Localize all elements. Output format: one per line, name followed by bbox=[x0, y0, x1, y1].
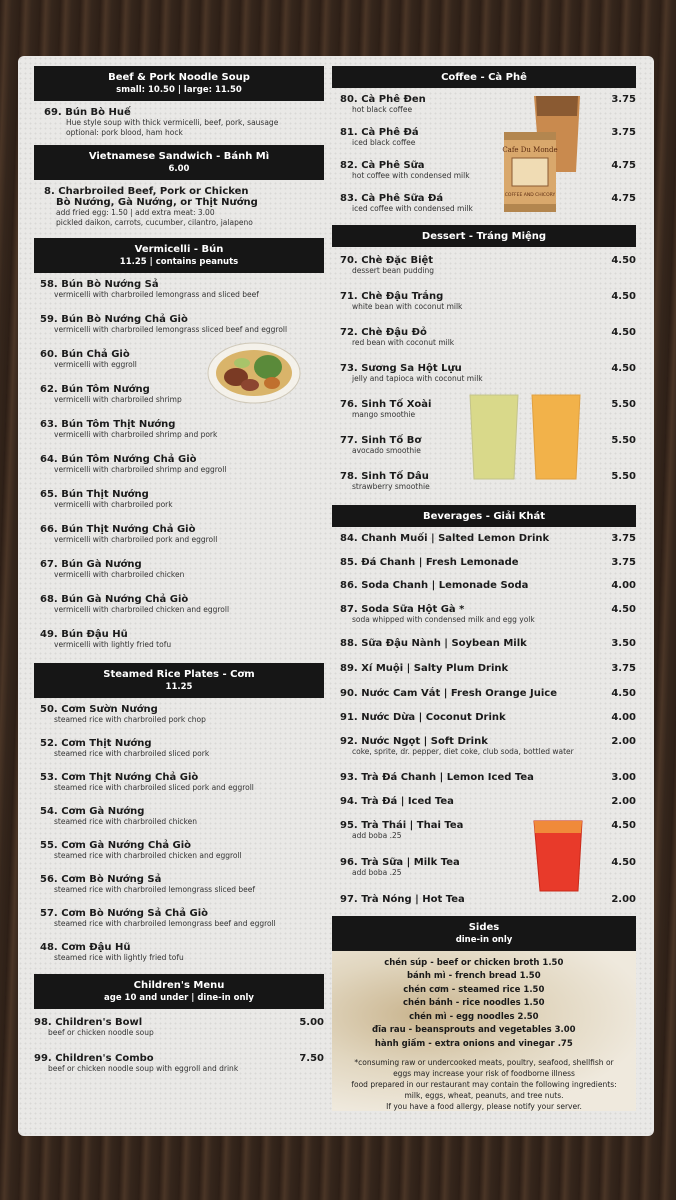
menu-item bbox=[340, 327, 636, 363]
item-description: iced coffee with condensed milk bbox=[352, 204, 473, 213]
item-description: avocado smoothie bbox=[352, 446, 421, 455]
rice-list bbox=[34, 698, 324, 972]
item-description: soda whipped with condensed milk and egg yolk bbox=[352, 614, 535, 624]
menu-item bbox=[34, 524, 324, 559]
item-description: add boba .25 bbox=[352, 830, 402, 840]
item-name: 95. Trà Thái | Thai Tea bbox=[340, 819, 464, 831]
item-name: 8. Charbroiled Beef, Pork or Chicken bbox=[44, 186, 249, 197]
item-name: 60. Bún Chả Giò bbox=[40, 349, 130, 360]
item-description: steamed rice with charbroiled pork chop bbox=[54, 715, 206, 724]
item-name: 56. Cơm Bò Nướng Sả bbox=[40, 874, 162, 885]
item-name: 63. Bún Tôm Thịt Nướng bbox=[40, 419, 176, 430]
vermicelli-list bbox=[34, 273, 324, 659]
beverages-list bbox=[332, 527, 636, 912]
disclaimer-line: If you have a food allergy, please notify your server. bbox=[386, 1101, 582, 1111]
menu-item bbox=[340, 291, 636, 327]
menu-item bbox=[340, 580, 636, 604]
allergy-disclaimer bbox=[338, 1057, 630, 1111]
menu-item bbox=[340, 796, 636, 820]
item-price: 3.50 bbox=[611, 637, 636, 649]
side-item: đĩa rau - beansprouts and vegetables 3.00 bbox=[372, 1025, 576, 1035]
item-description: steamed rice with charbroiled sliced pork and eggroll bbox=[54, 783, 254, 792]
item-description: vermicelli with charbroiled lemongrass sliced beef and eggroll bbox=[54, 325, 288, 334]
section-header-coffee bbox=[332, 66, 636, 88]
item-price: 2.00 bbox=[611, 795, 636, 807]
section-subtitle: small: 10.50 | large: 11.50 bbox=[116, 85, 242, 95]
item-name: 99. Children's Combo bbox=[34, 1053, 154, 1064]
item-price: 4.50 bbox=[611, 856, 636, 868]
item-price: 4.50 bbox=[611, 255, 636, 266]
smoothie-photo bbox=[464, 391, 594, 483]
menu-item bbox=[34, 840, 324, 874]
coffee-drink-photo bbox=[502, 92, 592, 220]
section-header-dessert bbox=[332, 225, 636, 247]
item-price: 4.75 bbox=[611, 160, 636, 171]
section-header-beverages bbox=[332, 505, 636, 527]
item-name: 57. Cơm Bò Nướng Sả Chả Giò bbox=[40, 908, 209, 919]
item-name: 98. Children's Bowl bbox=[34, 1017, 143, 1028]
item-description: vermicelli with charbroiled pork bbox=[54, 500, 173, 509]
item-price: 3.75 bbox=[611, 533, 636, 544]
item-name: Bò Nướng, Gà Nướng, or Thịt Nướng bbox=[56, 197, 258, 208]
item-name: 83. Cà Phê Sữa Đá bbox=[340, 193, 444, 204]
item-description: jelly and tapioca with coconut milk bbox=[352, 374, 483, 383]
item-description: add fried egg: 1.50 | add extra meat: 3.00 bbox=[56, 208, 215, 217]
item-description: hot coffee with condensed milk bbox=[352, 171, 470, 180]
item-description: beef or chicken noodle soup with eggroll and drink bbox=[48, 1064, 239, 1073]
item-price: 2.00 bbox=[611, 735, 636, 747]
item-name: 82. Cà Phê Sữa bbox=[340, 160, 425, 171]
menu-item bbox=[34, 594, 324, 629]
item-description: vermicelli with charbroiled chicken and eggroll bbox=[54, 605, 230, 614]
section-title: Steamed Rice Plates - Cơm bbox=[103, 669, 255, 680]
item-name: 96. Trà Sữa | Milk Tea bbox=[340, 856, 460, 868]
item-name: 65. Bún Thịt Nướng bbox=[40, 489, 149, 500]
item-description: optional: pork blood, ham hock bbox=[66, 128, 183, 137]
item-description: dessert bean pudding bbox=[352, 266, 434, 275]
item-name: 80. Cà Phê Đen bbox=[340, 94, 426, 105]
item-name: 89. Xí Muội | Salty Plum Drink bbox=[340, 662, 509, 674]
item-description: vermicelli with lightly fried tofu bbox=[54, 640, 172, 649]
item-description: hot black coffee bbox=[352, 105, 413, 114]
menu-item bbox=[340, 688, 636, 712]
item-price: 4.50 bbox=[611, 687, 636, 699]
item-price: 4.50 bbox=[611, 363, 636, 374]
section-header-vermicelli bbox=[34, 238, 324, 273]
item-price: 2.00 bbox=[611, 893, 636, 905]
section-title: Sides bbox=[468, 921, 500, 933]
item-description: vermicelli with charbroiled shrimp and pork bbox=[54, 430, 218, 439]
menu-sheet bbox=[18, 56, 654, 1136]
item-description: steamed rice with charbroiled chicken and eggroll bbox=[54, 851, 242, 860]
item-name: 93. Trà Đá Chanh | Lemon Iced Tea bbox=[340, 771, 534, 783]
item-description: steamed rice with lightly fried tofu bbox=[54, 953, 184, 962]
menu-item bbox=[340, 772, 636, 796]
disclaimer-line: eggs may increase your risk of foodborne illness bbox=[393, 1068, 575, 1078]
left-column bbox=[34, 66, 324, 1089]
item-price: 4.75 bbox=[611, 193, 636, 204]
item-description: steamed rice with charbroiled lemongrass sliced beef bbox=[54, 885, 256, 894]
item-description: coke, sprite, dr. pepper, diet coke, club soda, bottled water bbox=[352, 746, 574, 756]
section-header-children bbox=[34, 974, 324, 1009]
section-title: Beverages - Giải Khát bbox=[422, 511, 546, 522]
item-name: 92. Nước Ngọt | Soft Drink bbox=[340, 735, 488, 747]
item-price: 3.75 bbox=[611, 662, 636, 674]
item-price: 4.50 bbox=[611, 291, 636, 302]
menu-item bbox=[34, 772, 324, 806]
item-description: vermicelli with eggroll bbox=[54, 360, 137, 369]
item-name: 67. Bún Gà Nướng bbox=[40, 559, 142, 570]
item-price: 5.50 bbox=[611, 471, 636, 482]
item-name: 69. Bún Bò Huế bbox=[44, 107, 131, 118]
section-header-rice bbox=[34, 663, 324, 698]
item-name: 85. Đá Chanh | Fresh Lemonade bbox=[340, 556, 519, 568]
item-name: 72. Chè Đậu Đỏ bbox=[340, 327, 427, 338]
menu-item bbox=[340, 663, 636, 688]
item-name: 87. Soda Sữa Hột Gà * bbox=[340, 603, 465, 615]
item-name: 71. Chè Đậu Trắng bbox=[340, 291, 444, 302]
menu-item bbox=[34, 806, 324, 840]
item-price: 5.50 bbox=[611, 435, 636, 446]
item-name: 94. Trà Đá | Iced Tea bbox=[340, 795, 454, 807]
item-price: 3.75 bbox=[611, 556, 636, 568]
item-price: 4.50 bbox=[611, 819, 636, 831]
item-description: vermicelli with charbroiled pork and eggroll bbox=[54, 535, 218, 544]
item-name: 97. Trà Nóng | Hot Tea bbox=[340, 893, 465, 905]
menu-item bbox=[340, 638, 636, 663]
section-title: Children's Menu bbox=[133, 980, 225, 991]
side-item: chén bánh - rice noodles 1.50 bbox=[403, 998, 545, 1008]
item-name: 48. Cơm Đậu Hũ bbox=[40, 942, 131, 953]
disclaimer-line: *consuming raw or undercooked meats, poultry, seafood, shellfish or bbox=[354, 1057, 614, 1067]
menu-item bbox=[340, 557, 636, 581]
menu-item bbox=[340, 857, 636, 894]
item-description: pickled daikon, carrots, cucumber, cilantro, jalapeno bbox=[56, 218, 253, 227]
item-name: 66. Bún Thịt Nướng Chả Giò bbox=[40, 524, 196, 535]
section-subtitle: 11.25 | contains peanuts bbox=[119, 257, 239, 267]
sides-list bbox=[372, 957, 576, 1052]
dessert-list bbox=[332, 247, 636, 505]
item-price: 7.50 bbox=[299, 1053, 324, 1064]
item-name: 55. Cơm Gà Nướng Chả Giò bbox=[40, 840, 192, 851]
menu-item bbox=[34, 704, 324, 738]
menu-item bbox=[34, 101, 324, 145]
item-name: 58. Bún Bò Nướng Sả bbox=[40, 279, 159, 290]
item-name: 76. Sinh Tố Xoài bbox=[340, 399, 432, 410]
item-price: 3.00 bbox=[611, 771, 636, 783]
item-description: iced black coffee bbox=[352, 138, 416, 147]
section-subtitle: 6.00 bbox=[168, 164, 190, 174]
item-price: 4.50 bbox=[611, 603, 636, 615]
can-label: COFFEE AND CHICORY bbox=[504, 193, 556, 198]
item-name: 86. Soda Chanh | Lemonade Soda bbox=[340, 580, 529, 591]
section-header-beef-pork bbox=[34, 66, 324, 101]
item-name: 52. Cơm Thịt Nướng bbox=[40, 738, 152, 749]
menu-item bbox=[34, 279, 324, 314]
menu-item bbox=[340, 604, 636, 638]
item-name: 64. Bún Tôm Nướng Chả Giò bbox=[40, 454, 197, 465]
menu-item bbox=[34, 738, 324, 772]
menu-item bbox=[340, 255, 636, 291]
section-subtitle: dine-in only bbox=[455, 934, 513, 945]
section-title: Vietnamese Sandwich - Bánh Mì bbox=[88, 151, 270, 162]
item-name: 77. Sinh Tố Bơ bbox=[340, 435, 422, 446]
item-description: vermicelli with charbroiled shrimp bbox=[54, 395, 182, 404]
item-name: 90. Nước Cam Vắt | Fresh Orange Juice bbox=[340, 687, 557, 699]
disclaimer-line: milk, eggs, wheat, peanuts, and tree nuts. bbox=[404, 1090, 564, 1100]
item-name: 54. Cơm Gà Nướng bbox=[40, 806, 145, 817]
item-name: 73. Sương Sa Hột Lựu bbox=[340, 363, 462, 374]
item-price: 5.50 bbox=[611, 399, 636, 410]
item-description: beef or chicken noodle soup bbox=[48, 1028, 154, 1037]
side-item: bánh mì - french bread 1.50 bbox=[406, 971, 541, 981]
item-name: 49. Bún Đậu Hũ bbox=[40, 629, 128, 640]
thai-tea-photo bbox=[532, 819, 586, 893]
menu-item bbox=[340, 820, 636, 857]
item-price: 4.00 bbox=[611, 711, 636, 723]
section-title: Coffee - Cà Phê bbox=[441, 72, 527, 83]
item-description: vermicelli with charbroiled chicken bbox=[54, 570, 185, 579]
menu-item bbox=[34, 942, 324, 972]
item-description: vermicelli with charbroiled shrimp and eggroll bbox=[54, 465, 227, 474]
item-price: 4.00 bbox=[611, 580, 636, 591]
section-title: Vermicelli - Bún bbox=[134, 244, 224, 255]
menu-item bbox=[34, 874, 324, 908]
item-name: 84. Chanh Muối | Salted Lemon Drink bbox=[340, 533, 550, 544]
item-description: strawberry smoothie bbox=[352, 482, 430, 491]
menu-item bbox=[34, 908, 324, 942]
item-description: steamed rice with charbroiled sliced pork bbox=[54, 749, 210, 758]
side-item: chén mì - egg noodles 2.50 bbox=[409, 1011, 539, 1022]
item-name: 68. Bún Gà Nướng Chả Giò bbox=[40, 594, 189, 605]
item-name: 53. Cơm Thịt Nướng Chả Giò bbox=[40, 772, 199, 783]
section-header-sandwich bbox=[34, 145, 324, 180]
menu-item bbox=[34, 180, 324, 238]
menu-item bbox=[34, 454, 324, 489]
item-name: 78. Sinh Tố Dâu bbox=[340, 471, 429, 482]
item-description: red bean with coconut milk bbox=[352, 338, 455, 347]
item-price: 3.75 bbox=[611, 127, 636, 138]
side-item: chén cơm - steamed rice 1.50 bbox=[403, 984, 545, 995]
item-price: 5.00 bbox=[299, 1017, 324, 1028]
item-description: mango smoothie bbox=[352, 410, 416, 419]
coffee-list bbox=[332, 88, 636, 225]
item-description: vermicelli with charbroiled lemongrass and sliced beef bbox=[54, 290, 259, 299]
side-item: chén súp - beef or chicken broth 1.50 bbox=[384, 957, 564, 968]
sides-area bbox=[332, 951, 636, 1111]
disclaimer-line: food prepared in our restaurant may contain the following ingredients: bbox=[351, 1079, 617, 1089]
item-description: steamed rice with charbroiled chicken bbox=[54, 817, 197, 826]
children-list bbox=[34, 1009, 324, 1089]
vermicelli-bowl-photo bbox=[206, 341, 302, 405]
item-name: 88. Sữa Đậu Nành | Soybean Milk bbox=[340, 637, 527, 649]
menu-item bbox=[34, 629, 324, 659]
menu-item bbox=[340, 894, 636, 912]
section-subtitle: 11.25 bbox=[165, 682, 193, 692]
item-name: 59. Bún Bò Nướng Chả Giò bbox=[40, 314, 188, 325]
item-price: 4.50 bbox=[611, 327, 636, 338]
section-subtitle: age 10 and under | dine-in only bbox=[104, 993, 254, 1003]
item-name: 50. Cơm Sườn Nướng bbox=[40, 704, 158, 715]
item-description: add boba .25 bbox=[352, 867, 402, 877]
menu-item bbox=[34, 419, 324, 454]
side-item: hành giấm - extra onions and vinegar .75 bbox=[374, 1038, 573, 1049]
section-title: Beef & Pork Noodle Soup bbox=[108, 72, 250, 83]
menu-item bbox=[34, 1053, 324, 1089]
item-price: 3.75 bbox=[611, 94, 636, 105]
item-name: 91. Nước Dừa | Coconut Drink bbox=[340, 711, 506, 723]
item-name: 62. Bún Tôm Nướng bbox=[40, 384, 150, 395]
item-name: 81. Cà Phê Đá bbox=[340, 127, 419, 138]
right-column bbox=[332, 66, 636, 1111]
menu-item bbox=[340, 712, 636, 736]
menu-item bbox=[34, 489, 324, 524]
menu-item bbox=[340, 533, 636, 557]
section-header-sides bbox=[332, 916, 636, 951]
menu-item bbox=[34, 559, 324, 594]
item-description: white bean with coconut milk bbox=[352, 302, 463, 311]
menu-item bbox=[340, 736, 636, 772]
item-name: 70. Chè Đặc Biệt bbox=[340, 255, 434, 266]
menu-item bbox=[34, 1017, 324, 1053]
item-description: Hue style soup with thick vermicelli, beef, pork, sausage bbox=[66, 118, 279, 127]
item-description: steamed rice with charbroiled lemongrass beef and eggroll bbox=[54, 919, 276, 928]
can-label: Cafe Du Monde bbox=[502, 146, 558, 154]
section-title: Dessert - Tráng Miệng bbox=[421, 231, 547, 242]
